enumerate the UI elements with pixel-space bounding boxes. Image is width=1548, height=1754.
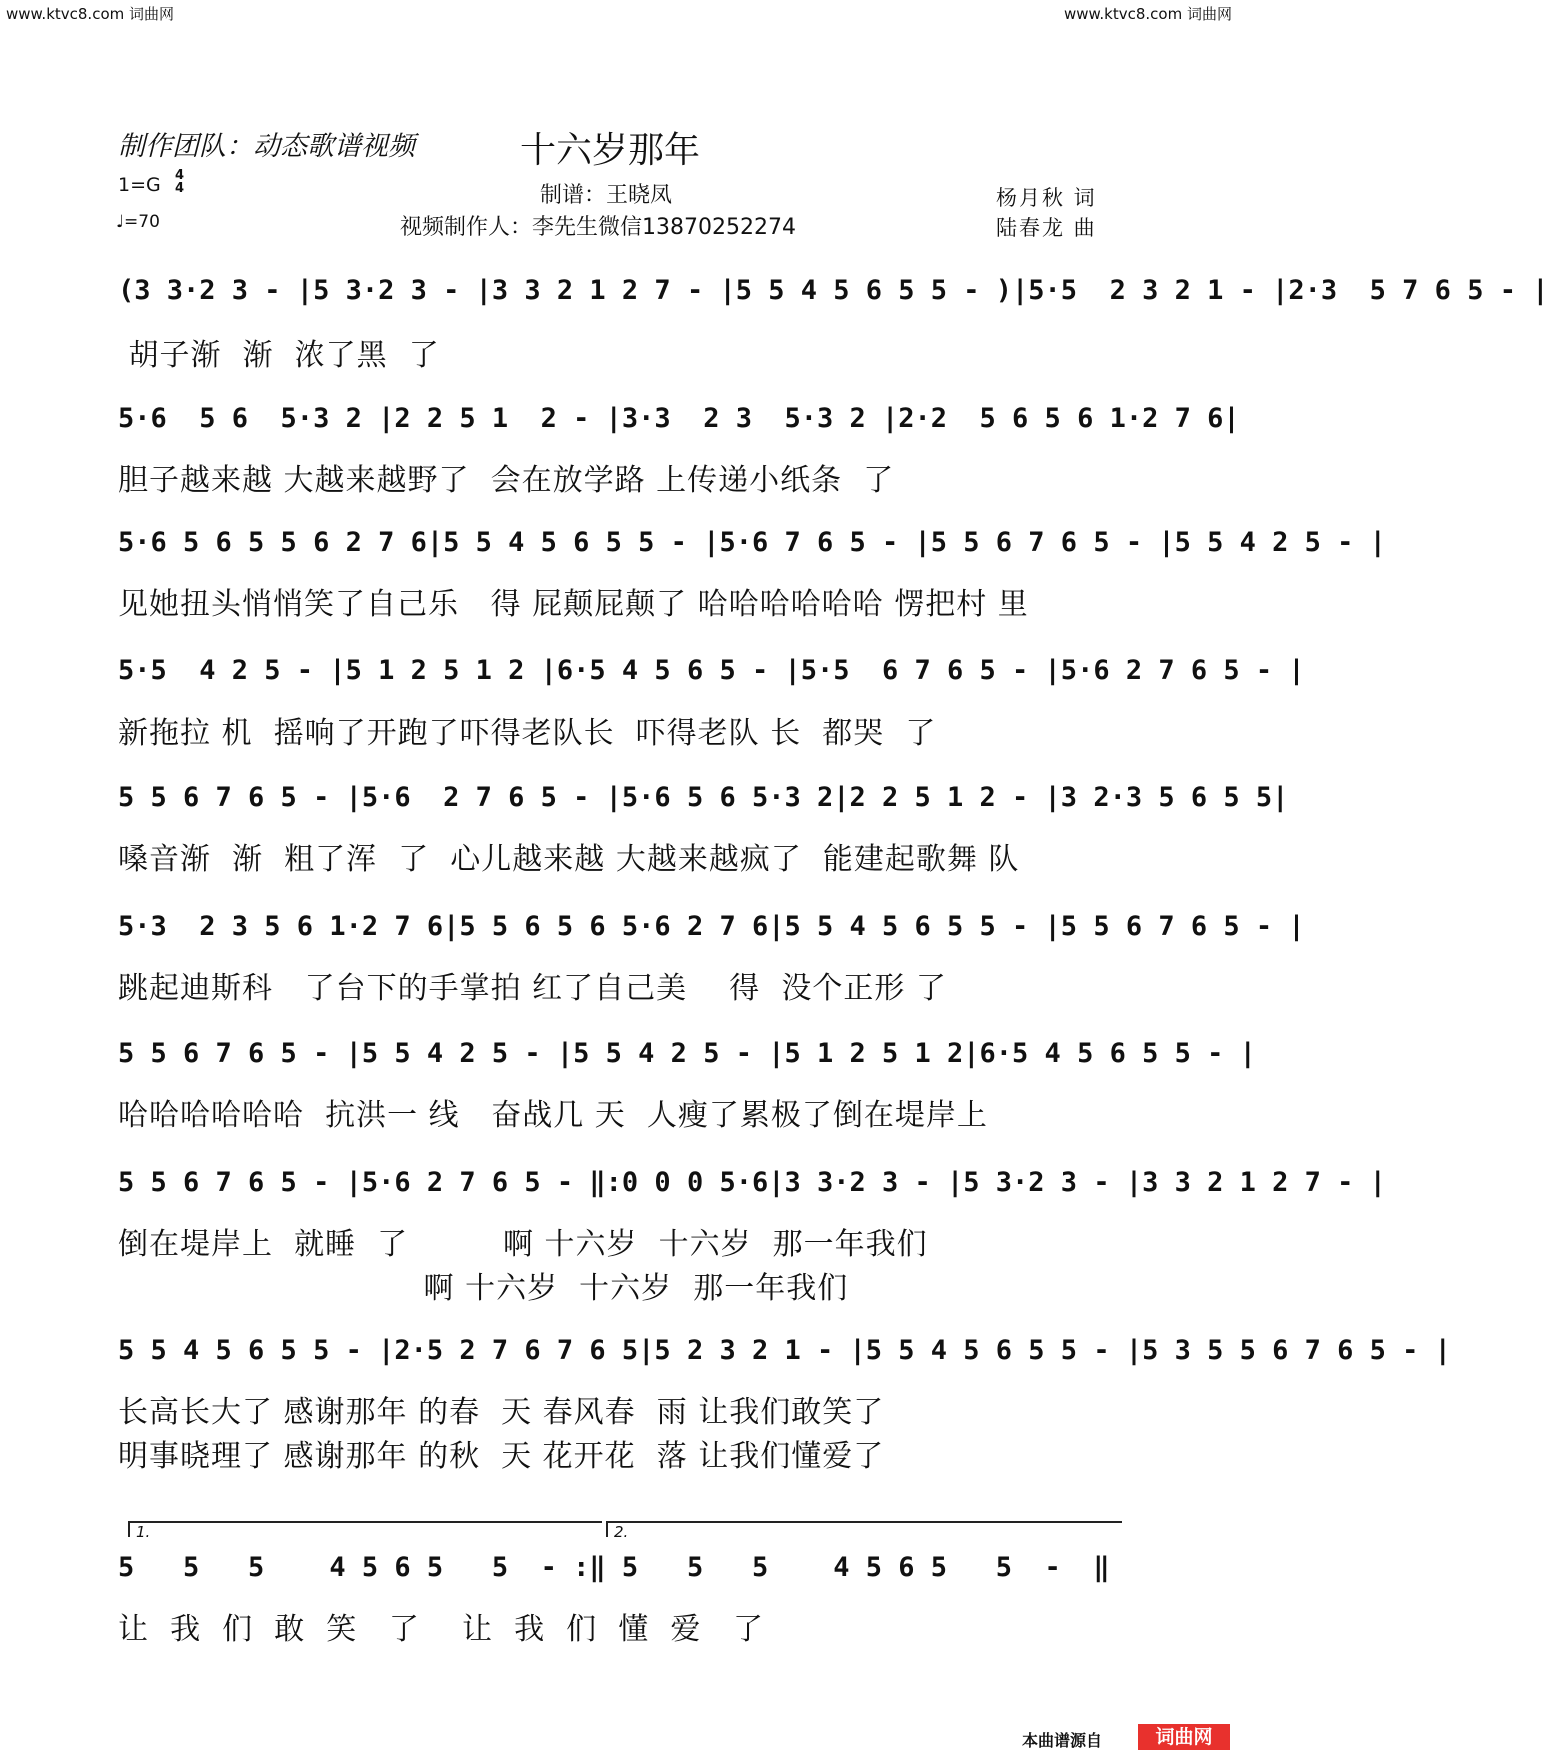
lyrics-line: 嗓音渐 渐 粗了浑 了 心儿越来越 大越来越疯了 能建起歌舞 队 <box>118 842 1020 877</box>
volta-first-ending: 1. <box>128 1521 602 1537</box>
lyrics-line: 倒在堤岸上 就睡 了 啊 十六岁 十六岁 那一年我们 <box>118 1227 928 1262</box>
time-top: 4 <box>175 168 185 183</box>
lyrics-line: 新拖拉 机 摇响了开跑了吓得老队长 吓得老队 长 都哭 了 <box>118 716 937 751</box>
notation-line: 5·3 2 3 5 6 1·2 7 6|5 5 6 5 6 5·6 2 7 6|5 5 4 5 6 5 5 - |5 5 6 7 6 5 - | <box>118 911 1305 942</box>
site-logo: 词曲网 <box>1138 1724 1230 1750</box>
notation-line: 5·6 5 6 5 5 6 2 7 6|5 5 4 5 6 5 5 - |5·6 7 6 5 - |5 5 6 7 6 5 - |5 5 4 2 5 - | <box>118 527 1386 558</box>
notation-line: 5 5 6 7 6 5 - |5·6 2 7 6 5 - |5·6 5 6 5·3 2|2 2 5 1 2 - |3 2·3 5 6 5 5| <box>118 782 1289 813</box>
lyrics-line: 明事晓理了 感谢那年 的秋 天 花开花 落 让我们懂爱了 <box>118 1439 885 1474</box>
notation-line: 5 5 5 4 5 6 5 5 - :‖ 5 5 5 4 5 6 5 5 - ‖ <box>118 1552 1110 1583</box>
song-title: 十六岁那年 <box>520 130 701 171</box>
lyricist-credit: 杨月秋 词 <box>996 186 1097 210</box>
volta-second-ending: 2. <box>606 1521 1122 1537</box>
composer-credit: 陆春龙 曲 <box>996 216 1097 240</box>
lyrics-line: 胆子越来越 大越来越野了 会在放学路 上传递小纸条 了 <box>118 463 895 498</box>
key-signature: 1=G <box>118 174 161 196</box>
notation-line: 5·5 4 2 5 - |5 1 2 5 1 2 |6·5 4 5 6 5 - |5·5 6 7 6 5 - |5·6 2 7 6 5 - | <box>118 655 1305 686</box>
lyrics-line: 见她扭头悄悄笑了自己乐 得 屁颠屁颠了 哈哈哈哈哈哈 愣把村 里 <box>118 587 1029 622</box>
notation-line: 5 5 6 7 6 5 - |5·6 2 7 6 5 - ‖:0 0 0 5·6|3 3·2 3 - |5 3·2 3 - |3 3 2 1 2 7 - | <box>118 1167 1386 1198</box>
lyrics-line: 胡子渐 渐 浓了黑 了 <box>118 338 440 373</box>
notation-line: 5 5 6 7 6 5 - |5 5 4 2 5 - |5 5 4 2 5 - |5 1 2 5 1 2|6·5 4 5 6 5 5 - | <box>118 1038 1256 1069</box>
production-team: 制作团队：动态歌谱视频 <box>118 131 415 162</box>
time-bottom: 4 <box>175 181 185 196</box>
video-maker-credit: 视频制作人：李先生微信13870252274 <box>400 215 796 240</box>
source-note: 本曲谱源自 <box>1021 1731 1102 1750</box>
notation-line: (3 3·2 3 - |5 3·2 3 - |3 3 2 1 2 7 - |5 5 4 5 6 5 5 - )|5·5 2 3 2 1 - |2·3 5 7 6 5 - | <box>118 275 1548 306</box>
site-watermark-right: www.ktvc8.com 词曲网 <box>1063 5 1232 23</box>
lyrics-line: 让 我 们 敢 笑 了 让 我 们 懂 爱 了 <box>118 1612 764 1647</box>
notation-line: 5·6 5 6 5·3 2 |2 2 5 1 2 - |3·3 2 3 5·3 2 |2·2 5 6 5 6 1·2 7 6| <box>118 403 1240 434</box>
lyrics-line: 跳起迪斯科 了台下的手掌拍 红了自己美 得 没个正形 了 <box>118 971 947 1006</box>
lyrics-line: 哈哈哈哈哈哈 抗洪一 线 奋战几 天 人瘦了累极了倒在堤岸上 <box>118 1098 988 1133</box>
site-watermark-left: www.ktvc8.com 词曲网 <box>6 5 175 23</box>
tempo-marking: ♩=70 <box>116 212 160 232</box>
lyrics-line: 啊 十六岁 十六岁 那一年我们 <box>118 1271 849 1306</box>
arranger-credit: 制谱：王晓凤 <box>540 183 673 208</box>
lyrics-line: 长高长大了 感谢那年 的春 天 春风春 雨 让我们敢笑了 <box>118 1395 885 1430</box>
notation-line: 5 5 4 5 6 5 5 - |2·5 2 7 6 7 6 5|5 2 3 2 1 - |5 5 4 5 6 5 5 - |5 3 5 5 6 7 6 5 - | <box>118 1335 1451 1366</box>
time-signature <box>175 169 184 195</box>
